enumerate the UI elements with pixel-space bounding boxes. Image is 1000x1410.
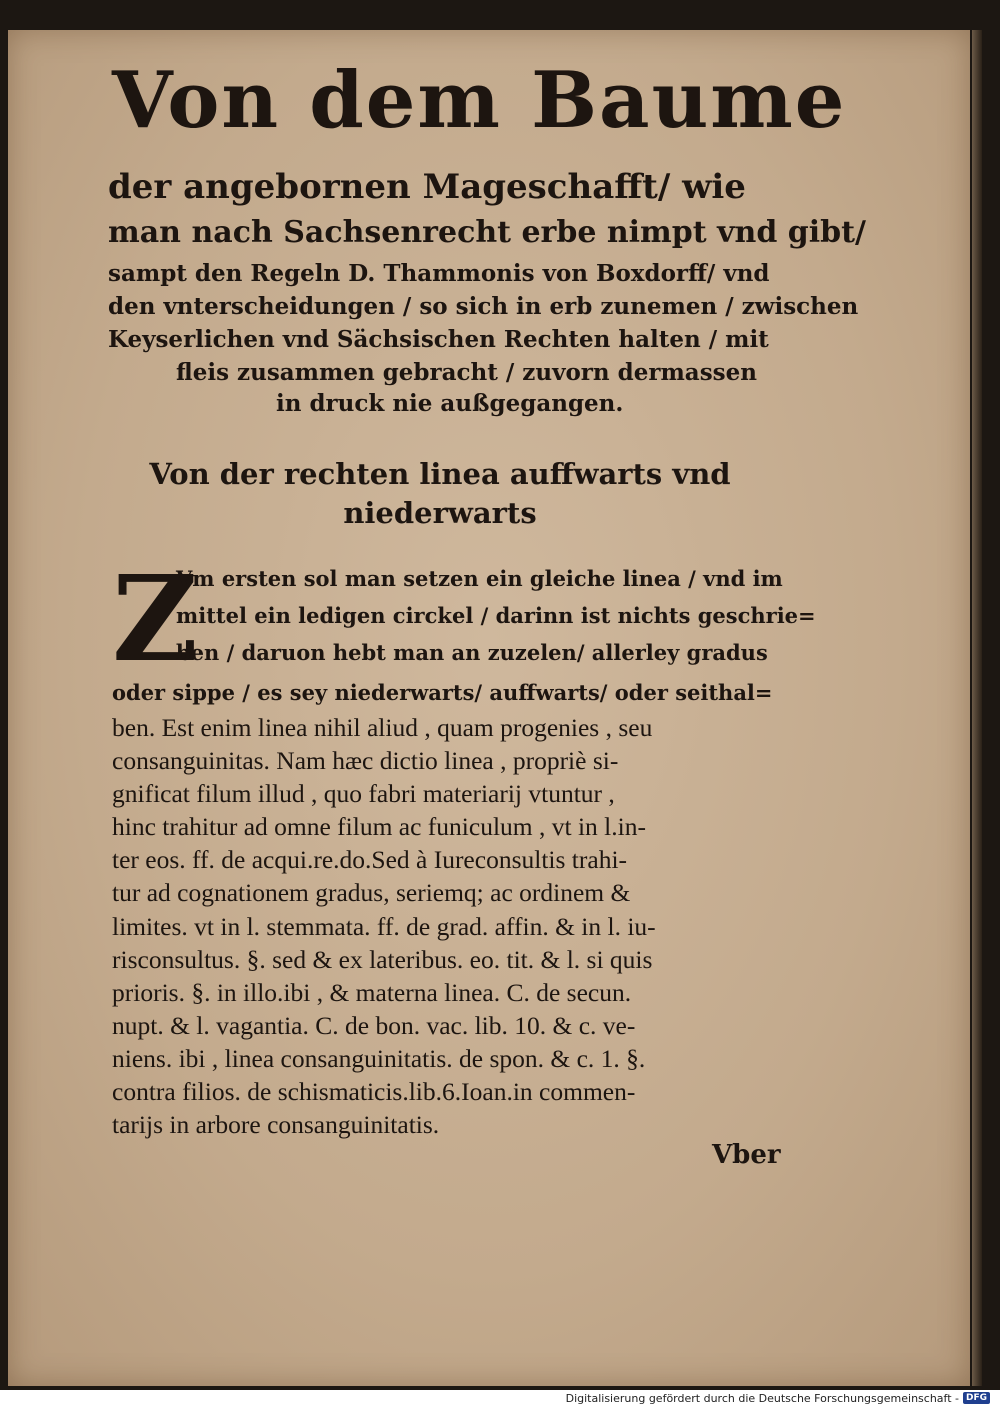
body-line: ben / daruon hebt man an zuzelen/ allerley gradus [176,640,768,665]
body-line: ben. Est enim linea nihil aliud , quam progenies , seu [112,713,653,742]
body-line: limites. vt in l. stemmata. ff. de grad. affin. & in l. iu- [112,911,656,941]
body-line: Vm ersten sol man setzen ein gleiche linea / vnd im [176,566,783,591]
body-line: contra filios. de schismaticis.lib.6.Ioan.in commen- [112,1077,636,1107]
page-edge [972,30,982,1386]
footer-credit [566,1390,990,1406]
body-line: mittel ein ledigen circkel / darinn ist nichts geschrie= [176,603,816,628]
body-line: risconsultus. §. sed & ex lateribus. eo. tit. & l. si quis [112,944,653,974]
body-line: tarijs in arbore consanguinitatis. [112,1110,440,1140]
body-line: oder sippe / es sey niederwarts/ auffwarts/ oder seithal= [112,680,773,705]
body-line: prioris. §. in illo.ibi , & materna linea. C. de secun. [112,977,632,1007]
body-line: ter eos. ff. de acqui.re.do.Sed à Iureconsultis trahi- [112,845,628,875]
body-line: niens. ibi , linea consanguinitatis. de spon. & c. 1. §. [112,1043,646,1073]
subtitle-line: fleis zusammen gebracht / zuvorn dermassen [176,359,757,386]
body-line: gnificat filum illud , quo fabri materiarij vtuntur , [112,779,615,809]
subtitle-line: man nach Sachsenrecht erbe nimpt vnd gibt/ [108,215,866,250]
body-line: consanguinitas. Nam hæc dictio linea , propriè si- [112,746,619,776]
dfg-logo[interactable]: DFG [963,1392,990,1404]
body-text [112,680,777,1143]
subtitle-line: in druck nie außgegangen. [276,390,624,417]
drop-cap-initial: Z [112,549,199,688]
subtitle-line: der angebornen Mageschafft/ wie [108,167,746,207]
footer-text: Digitalisierung gefördert durch die Deutsche Forschungsgemeinschaft - [565,1391,959,1405]
subtitle-block [108,167,866,417]
body-line: hinc trahitur ad omne filum ac funiculum , vt in l.in- [112,812,646,842]
subtitle-line: Keyserlichen vnd Sächsischen Rechten halten / mit [108,326,769,353]
section-heading-line: niederwarts [343,496,537,531]
section-heading [100,455,780,533]
body-line: tur ad cognationem gradus, seriemq; ac ordinem & [112,878,631,908]
body-line: nupt. & l. vagantia. C. de bon. vac. lib. 10. & c. ve- [112,1010,636,1040]
body-indented-lines [176,566,816,677]
subtitle-line: sampt den Regeln D. Thammonis von Boxdorff/ vnd [108,260,770,287]
section-heading-line: Von der rechten linea auffwarts vnd [149,457,731,491]
page-title: Von dem Baume [112,55,847,146]
catchword: Vber [712,1140,781,1170]
subtitle-line: den vnterscheidungen / so sich in erb zunemen / zwischen [108,293,859,320]
